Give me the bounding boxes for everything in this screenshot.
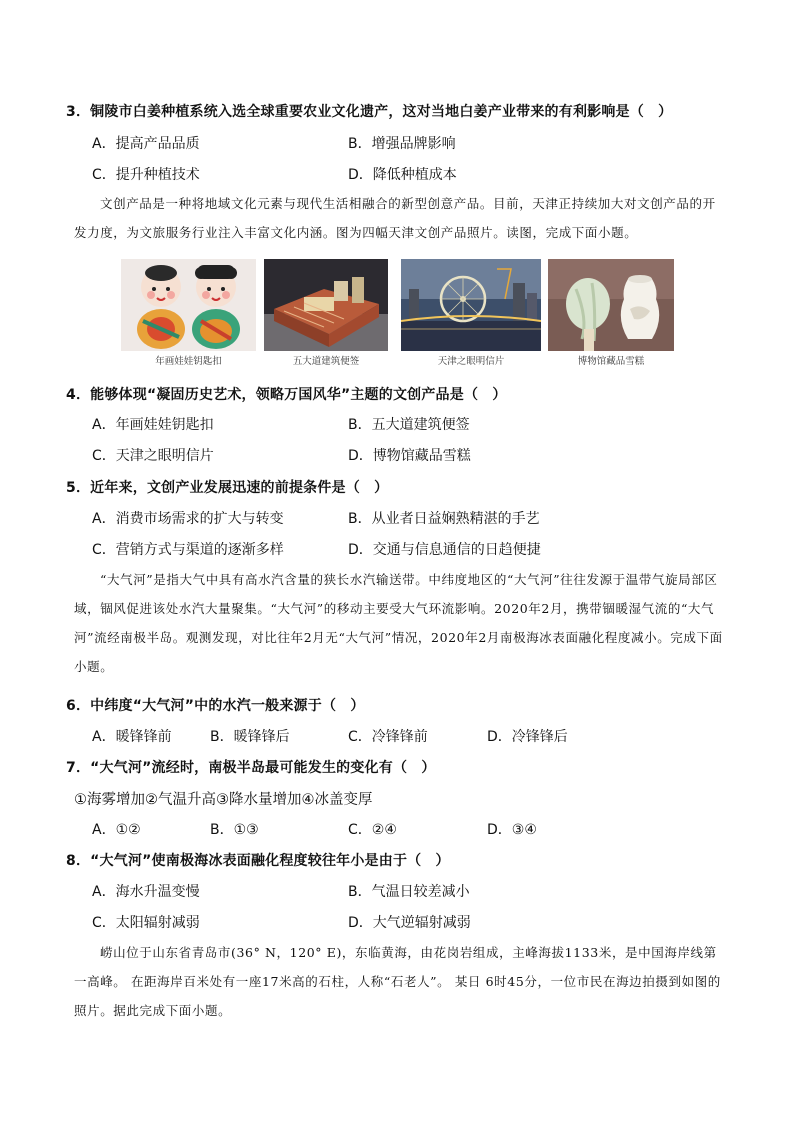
caption-photo-2: 五大道建筑便签 — [292, 356, 360, 367]
q8-option-d[interactable]: D．大气逆辐射减弱 — [348, 915, 471, 931]
q3-option-a[interactable]: A．提高产品品质 — [92, 136, 200, 152]
photo-nianhua-doll-keychain — [121, 259, 256, 351]
question-3-stem: 3．铜陵市白姜种植系统入选全球重要农业文化遗产，这对当地白姜产业带来的有利影响是（ ） — [66, 104, 673, 120]
q4-option-d[interactable]: D．博物馆藏品雪糕 — [348, 448, 471, 464]
passage-cultural-products — [74, 189, 724, 247]
q7-choice-statements: ①海雾增加②气温升高③降水量增加④冰盖变厚 — [74, 792, 373, 808]
q7-option-a[interactable]: A．①② — [92, 822, 141, 838]
q4-option-b[interactable]: B．五大道建筑便签 — [348, 417, 470, 433]
q7-option-c[interactable]: C．②④ — [348, 822, 397, 838]
photo-tianjin-eye-postcard — [401, 259, 541, 351]
q6-option-c[interactable]: C．冷锋锋前 — [348, 729, 428, 745]
passage-atmospheric-river — [74, 565, 724, 681]
passage-1-text: 文创产品是一种将地域文化元素与现代生活相融合的新型创意产品。目前，天津正持续加大对文创产品的开发力度，为文旅服务行业注入丰富文化内涵。图为四幅天津文创产品照片。读图，完成下面小题。 — [74, 196, 716, 240]
q4-option-c[interactable]: C．天津之眼明信片 — [92, 448, 214, 464]
passage-laoshan — [74, 938, 724, 1025]
passage-3-text: 崂山位于山东省青岛市(36° N，120° E)，东临黄海，由花岗岩组成，主峰海拔1133米，是中国海岸线第一高峰。 在距海岸百米处有一座17米高的石柱，人称“石老人”。 某日 6时45分，一位市民在海边拍摄到如图的照片。据此完成下面小题。 — [74, 945, 721, 1018]
q5-option-d[interactable]: D．交通与信息通信的日趋便捷 — [348, 542, 541, 558]
question-5-stem: 5．近年来，文创产业发展迅速的前提条件是（ ） — [66, 480, 389, 496]
caption-photo-1: 年画娃娃钥匙扣 — [155, 356, 222, 367]
q7-option-b[interactable]: B．①③ — [210, 822, 259, 838]
q3-option-c[interactable]: C．提升种植技术 — [92, 167, 200, 183]
q6-option-b[interactable]: B．暖锋锋后 — [210, 729, 290, 745]
passage-2-text: “大气河”是指大气中具有高水汽含量的狭长水汽输送带。中纬度地区的“大气河”往往发源于温带气旋局部区域，锢风促进该处水汽大量聚集。“大气河”的移动主要受大气环流影响。2020年2月，携带锢暖湿气流的“大气河”流经南极半岛。观测发现，对比往年2月无“大气河”情况，2020年2月南极海冰表面融化程度减小。完成下面小题。 — [74, 572, 723, 674]
q5-option-a[interactable]: A．消费市场需求的扩大与转变 — [92, 511, 284, 527]
question-8-stem: 8．“大气河”使南极海冰表面融化程度较往年小是由于（ ） — [66, 853, 450, 869]
q7-option-d[interactable]: D．③④ — [487, 822, 537, 838]
q8-option-b[interactable]: B．气温日较差减小 — [348, 884, 470, 900]
question-7-stem: 7．“大气河”流经时，南极半岛最可能发生的变化有（ ） — [66, 760, 436, 776]
caption-photo-3: 天津之眼明信片 — [437, 356, 505, 367]
caption-photo-4: 博物馆藏品雪糕 — [577, 356, 645, 367]
q5-option-b[interactable]: B．从业者日益娴熟精湛的手艺 — [348, 511, 540, 527]
q4-option-a[interactable]: A．年画娃娃钥匙扣 — [92, 417, 214, 433]
q3-option-d[interactable]: D．降低种植成本 — [348, 167, 457, 183]
q3-option-b[interactable]: B．增强品牌影响 — [348, 136, 456, 152]
q8-option-a[interactable]: A．海水升温变慢 — [92, 884, 200, 900]
question-6-stem: 6．中纬度“大气河”中的水汽一般来源于（ ） — [66, 698, 365, 714]
q5-option-c[interactable]: C．营销方式与渠道的逐渐多样 — [92, 542, 284, 558]
q6-option-a[interactable]: A．暖锋锋前 — [92, 729, 172, 745]
q8-option-c[interactable]: C．太阳辐射减弱 — [92, 915, 200, 931]
photo-wudadao-building-notes — [264, 259, 388, 351]
question-4-stem: 4．能够体现“凝固历史艺术，领略万国风华”主题的文创产品是（ ） — [66, 387, 507, 403]
photo-museum-ice-cream — [548, 259, 674, 351]
q6-option-d[interactable]: D．冷锋锋后 — [487, 729, 568, 745]
